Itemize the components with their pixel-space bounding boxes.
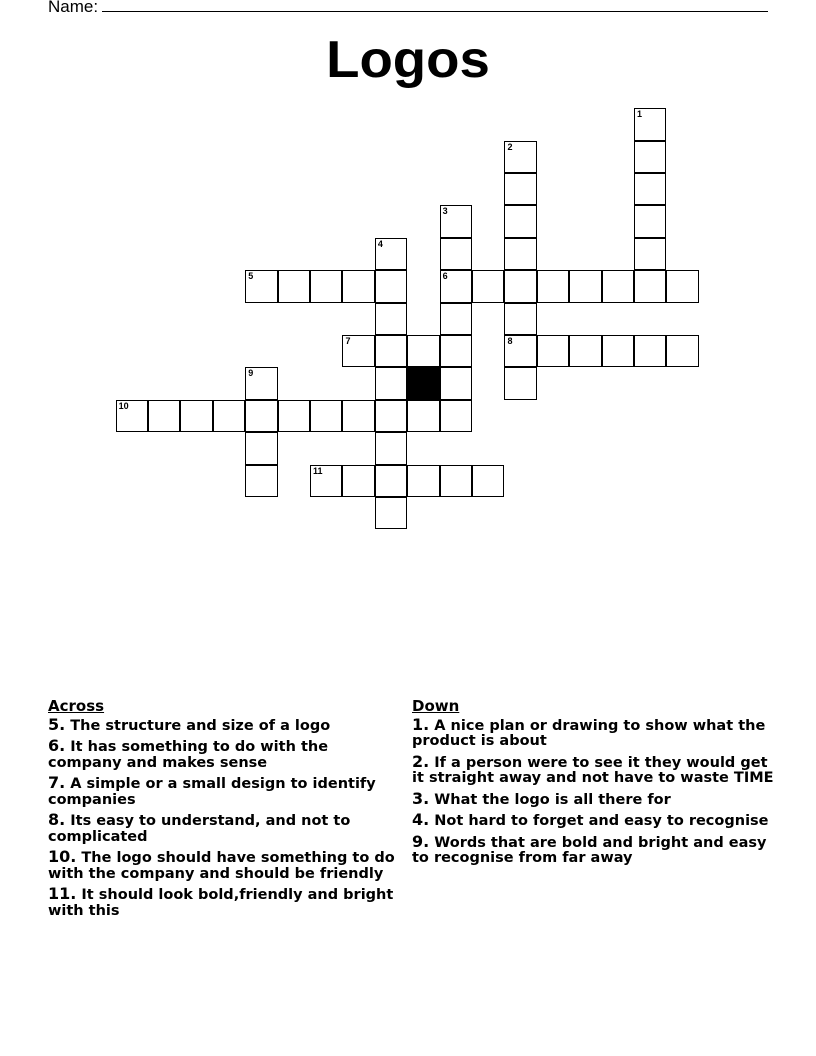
grid-cell[interactable]: [375, 497, 407, 529]
grid-cell[interactable]: [375, 335, 407, 367]
clue-number: 11: [313, 465, 323, 476]
clue-across-6: 6. It has something to do with the company and makes sense: [48, 736, 329, 771]
black-cell: [407, 367, 439, 399]
grid-cell[interactable]: [634, 270, 666, 302]
grid-cell[interactable]: [634, 108, 666, 140]
down-clues: [412, 699, 777, 871]
grid-cell[interactable]: [666, 270, 698, 302]
clue-across-10: 10. The logo should have something to do with the company and should be friendly: [48, 847, 395, 882]
grid-cell[interactable]: [634, 173, 666, 205]
grid-cell[interactable]: [440, 303, 472, 335]
grid-cell[interactable]: [245, 270, 277, 302]
clue-number: 2: [507, 141, 513, 152]
clue-down-9: 9. Words that are bold and bright and easy to recognise from far away: [412, 831, 767, 866]
clue-number: 8: [507, 336, 513, 347]
grid-cell[interactable]: [602, 270, 634, 302]
grid-cell[interactable]: [375, 270, 407, 302]
grid-cell[interactable]: [504, 173, 536, 205]
grid-cell[interactable]: [278, 270, 310, 302]
across-clues: [48, 699, 403, 923]
grid-cell[interactable]: [407, 400, 439, 432]
grid-cell[interactable]: [634, 205, 666, 237]
clue-across-8: 8. Its easy to understand, and not to complicated: [48, 810, 351, 845]
grid-cell[interactable]: [342, 335, 374, 367]
clue-number: 6: [442, 271, 448, 282]
grid-cell[interactable]: [569, 335, 601, 367]
grid-cell[interactable]: [245, 465, 277, 497]
grid-cell[interactable]: [666, 335, 698, 367]
grid-cell[interactable]: [440, 367, 472, 399]
grid-cell[interactable]: [440, 205, 472, 237]
grid-cell[interactable]: [504, 270, 536, 302]
clue-number: 4: [377, 238, 383, 249]
grid-cell[interactable]: [342, 465, 374, 497]
grid-cell[interactable]: [504, 367, 536, 399]
grid-cell[interactable]: [310, 465, 342, 497]
grid-cell[interactable]: [602, 335, 634, 367]
grid-cell[interactable]: [375, 432, 407, 464]
grid-cell[interactable]: [504, 141, 536, 173]
grid-cell[interactable]: [537, 335, 569, 367]
grid-cell[interactable]: [375, 465, 407, 497]
grid-cell[interactable]: [245, 432, 277, 464]
across-heading: Across: [48, 697, 105, 715]
grid-cell[interactable]: [278, 400, 310, 432]
clue-across-11: 11. It should look bold,friendly and bright with this: [48, 884, 394, 919]
grid-cell[interactable]: [342, 270, 374, 302]
clue-number: 7: [345, 336, 351, 347]
grid-cell[interactable]: [440, 400, 472, 432]
clue-number: 9: [248, 368, 254, 379]
grid-cell[interactable]: [407, 465, 439, 497]
grid-cell[interactable]: [375, 303, 407, 335]
clue-across-5: 5. The structure and size of a logo: [48, 714, 331, 734]
grid-cell[interactable]: [472, 270, 504, 302]
clue-down-3: 3. What the logo is all there for: [412, 788, 671, 808]
clue-across-7: 7. A simple or a small design to identify companies: [48, 773, 376, 808]
clue-down-4: 4. Not hard to forget and easy to recognise: [412, 810, 769, 829]
clue-number: 10: [118, 400, 129, 411]
grid-cell[interactable]: [310, 400, 342, 432]
grid-cell[interactable]: [375, 400, 407, 432]
grid-cell[interactable]: [634, 335, 666, 367]
page-title: Logos: [326, 31, 490, 89]
grid-cell[interactable]: [440, 270, 472, 302]
grid-cell[interactable]: [569, 270, 601, 302]
down-heading: Down: [412, 697, 460, 715]
grid-cell[interactable]: [504, 303, 536, 335]
grid-cell[interactable]: [342, 400, 374, 432]
grid-cell[interactable]: [440, 335, 472, 367]
grid-cell[interactable]: [245, 400, 277, 432]
grid-cell[interactable]: [148, 400, 180, 432]
grid-cell[interactable]: [440, 238, 472, 270]
clue-number: 5: [248, 271, 254, 282]
clue-down-2: 2. If a person were to see it they would get it straight away and not have to waste TIME: [412, 751, 774, 786]
grid-cell[interactable]: [180, 400, 212, 432]
grid-cell[interactable]: [440, 465, 472, 497]
grid-cell[interactable]: [504, 238, 536, 270]
grid-cell[interactable]: [407, 335, 439, 367]
clue-down-1: 1. A nice plan or drawing to show what the product is about: [412, 714, 766, 749]
grid-cell[interactable]: [537, 270, 569, 302]
name-label: Name:: [48, 0, 99, 16]
grid-cell[interactable]: [375, 367, 407, 399]
grid-cell[interactable]: [472, 465, 504, 497]
grid-cell[interactable]: [504, 335, 536, 367]
grid-cell[interactable]: [375, 238, 407, 270]
clue-number: 3: [442, 206, 448, 217]
grid-cell[interactable]: [213, 400, 245, 432]
grid-cell[interactable]: [245, 367, 277, 399]
grid-cell[interactable]: [634, 238, 666, 270]
grid-cell[interactable]: [116, 400, 148, 432]
clue-number: 1: [637, 109, 643, 120]
grid-cell[interactable]: [634, 141, 666, 173]
grid-cell[interactable]: [504, 205, 536, 237]
grid-cell[interactable]: [310, 270, 342, 302]
